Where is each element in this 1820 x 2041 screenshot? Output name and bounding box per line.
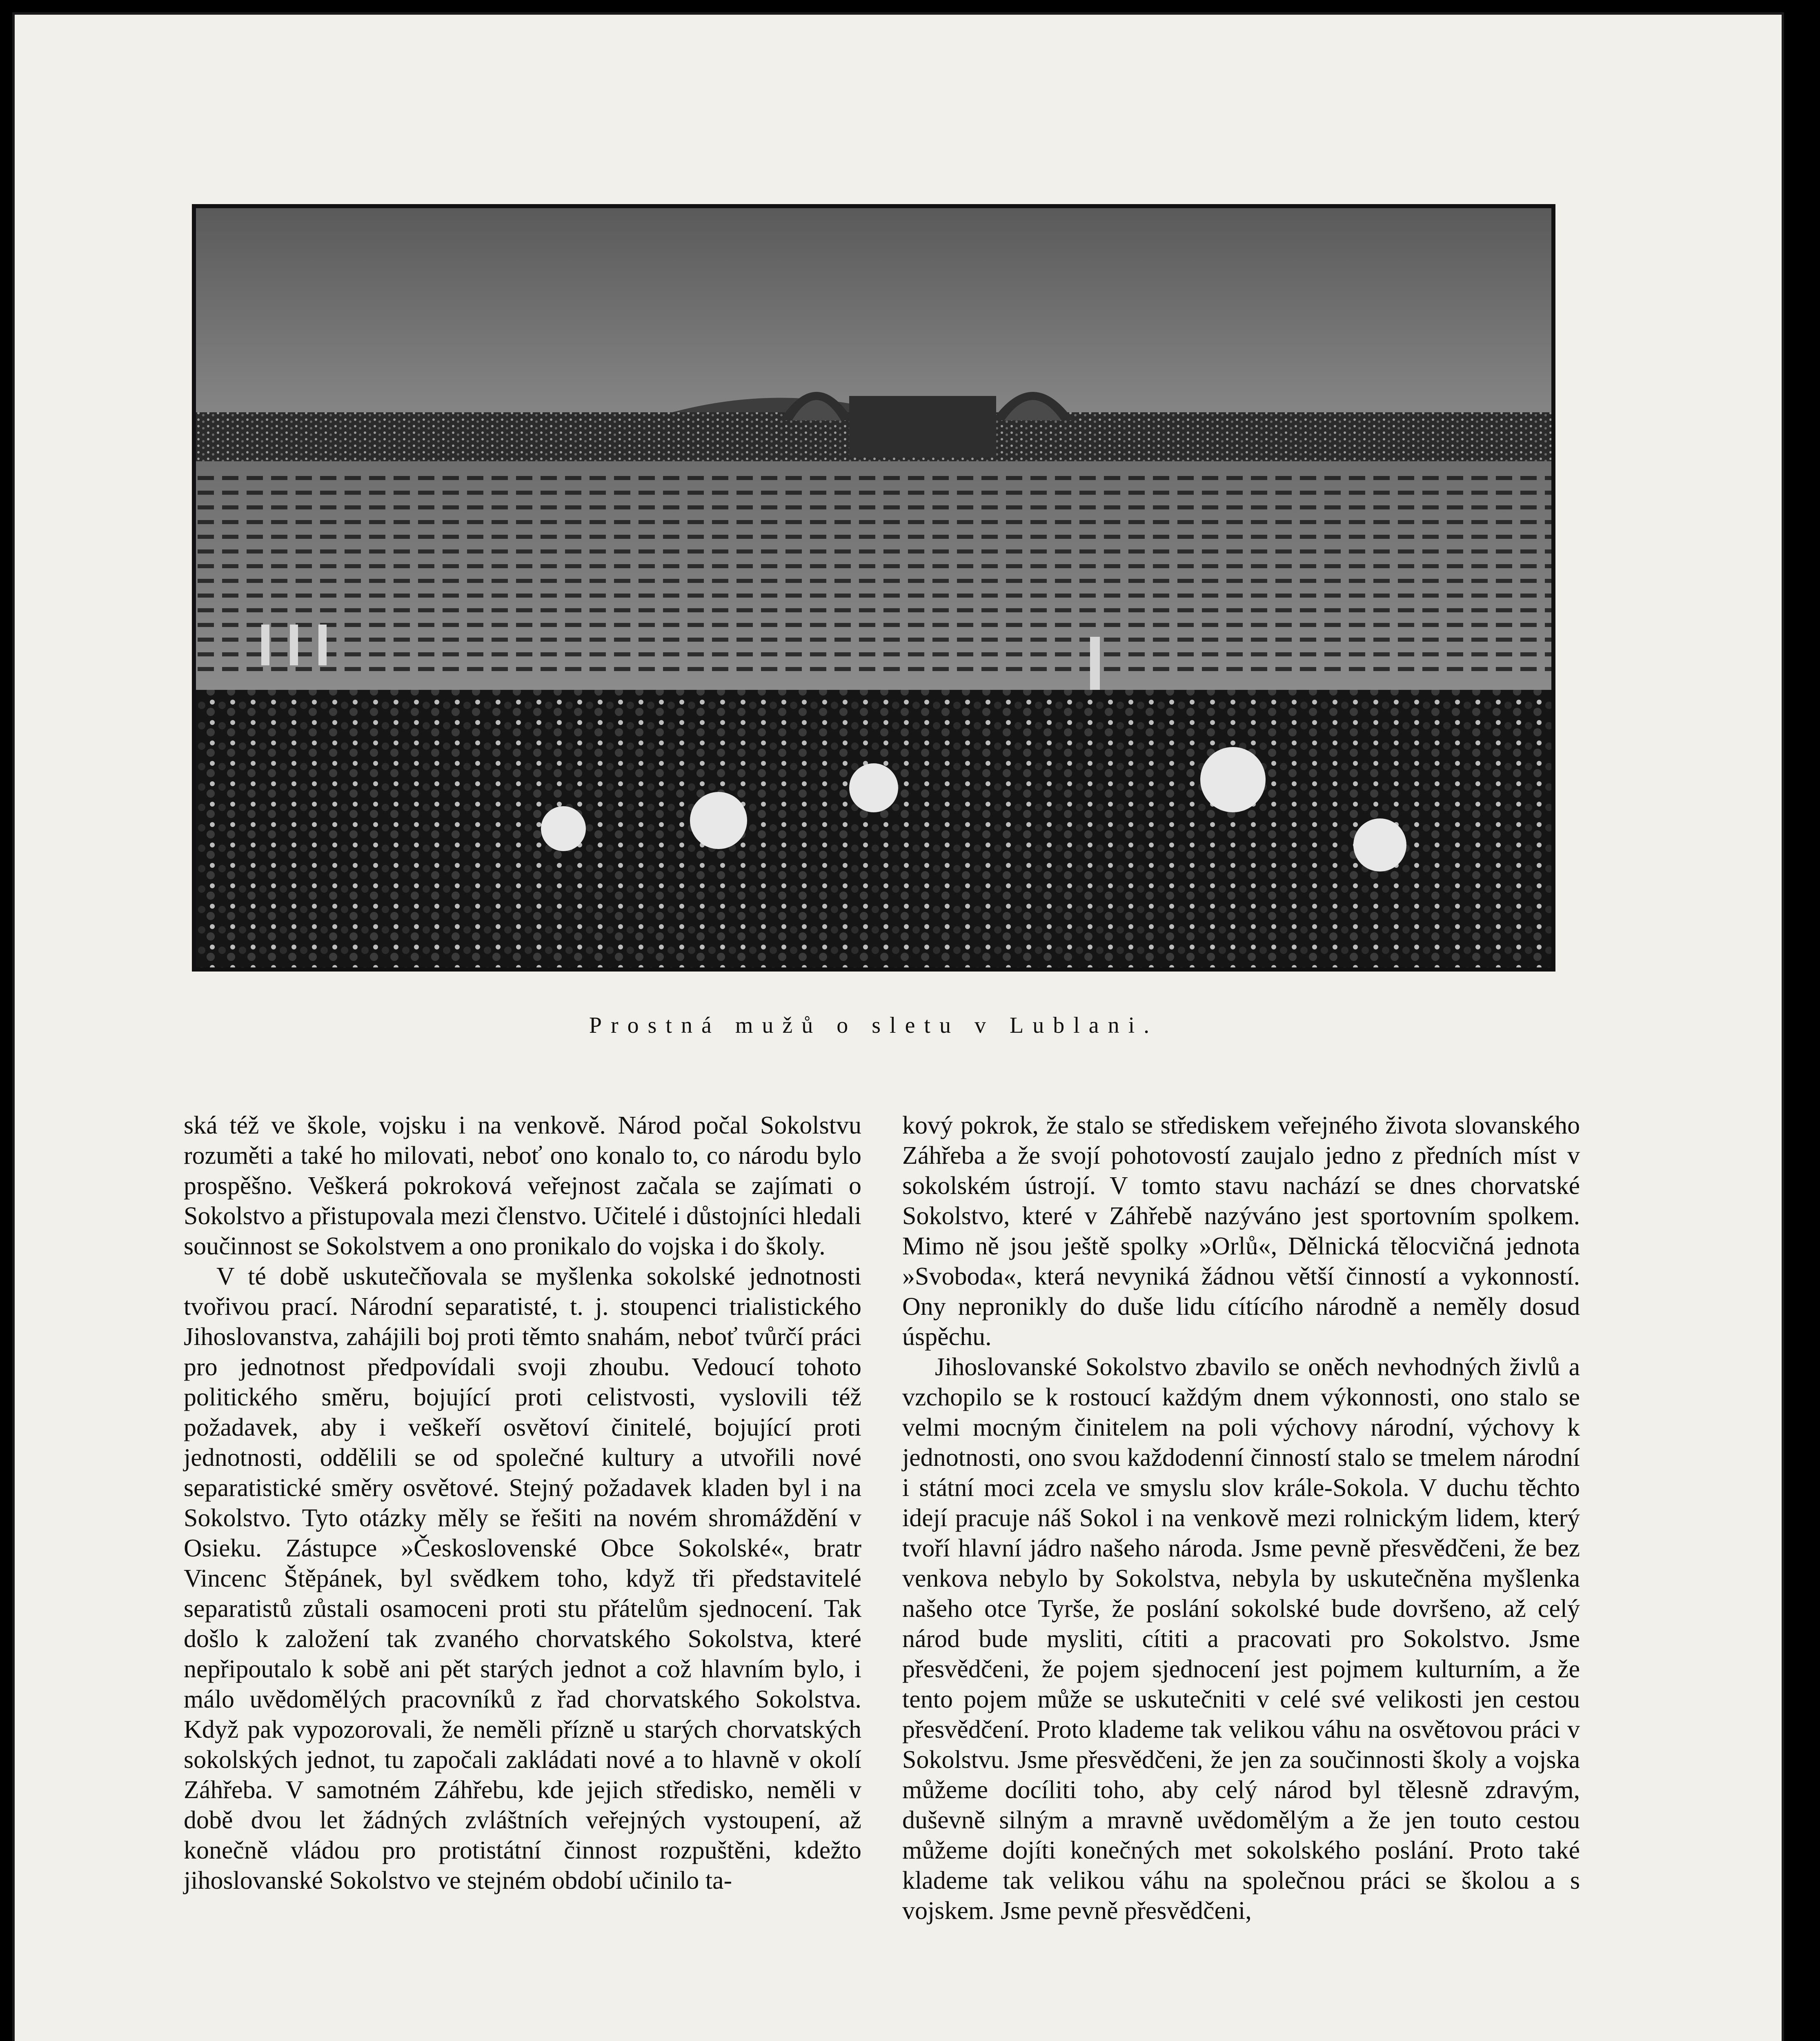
- stadium-photo: [192, 204, 1555, 972]
- right-column: [902, 1110, 1580, 1926]
- left-column: [184, 1110, 861, 1896]
- paragraph: V té době uskutečňovala se myšlenka sokolské jednotnosti tvořivou prací. Národní separatisté, t. j. stoupenci trialistického Jihoslovanstva, zahájili boj proti těmto snahám, neboť tvůrčí práci pro jednotnost předpovídali svoji zhoubu. Vedoucí tohoto politického směru, bojující proti celistvosti, vyslovili též požadavek, aby i veškeří osvětoví činitelé, bojující proti jednotnosti, oddělili se od společné kultury a utvořili nové separatistické směry osvětové. Stejný požadavek kladen byl i na Sokolstvo. Tyto otázky měly se řešiti na novém shromáždění v Osieku. Zástupce »Československé Obce Sokolské«, bratr Vincenc Štěpánek, byl svědkem toho, když tři představitelé separatistů zůstali osamoceni proti stu přátelům sjednocení. Tak došlo k založení tak zvaného chorvatského Sokolstva, které nepřipoutalo k sobě ani pět starých jednot a což hlavním bylo, i málo uvědomělých pracovníků z řad chorvatského Sokolstva. Když pak vypozorovali, že neměli přízně u starých chorvatských sokolských jednot, tu započali zakládati nové a to hlavně v okolí Záhřeba. V samotném Záhřebu, kde jejich středisko, neměli v době dvou let žádných zvláštních veřejných vystoupení, až konečně vládou pro protistátní činnost rozpuštěni, kdežto jihoslovanské Sokolstvo ve stejném období učinilo ta-: [184, 1263, 861, 1894]
- page: [12, 12, 1784, 2041]
- photo-caption: Prostná mužů o sletu v Lublani.: [589, 1013, 1159, 1038]
- photo-icon: [196, 208, 1551, 967]
- paragraph: ská též ve škole, vojsku i na venkově. Národ počal Sokolstvu rozuměti a také ho milovati, neboť ono konalo to, co národu bylo prospěšno. Veškerá pokroková veřejnost začala se zajímati o Sokolstvo a přistupovala mezi členstvo. Učitelé i důstojníci hledali součinnost se Sokolstvem a ono pronikalo do vojska i do školy.: [184, 1112, 861, 1260]
- paragraph: Jihoslovanské Sokolstvo zbavilo se oněch nevhodných živlů a vzchopilo se k rostoucí každým dnem výkonnosti, ono stalo se velmi mocným činitelem na poli výchovy národní, výchovy k jednotnosti, ono svou každodenní činností stalo se tmelem národní i státní moci zcela ve smyslu slov krále-Sokola. V duchu těchto idejí pracuje náš Sokol i na venkově mezi rolnickým lidem, který tvoří hlavní jádro našeho národa. Jsme pevně přesvědčeni, že bez venkova nebylo by Sokolstva, nebyla by uskutečněna myšlenka našeho otce Tyrše, že poslání sokolské bude dovršeno, až celý národ bude mysliti, cítiti a pracovati pro Sokolstvo. Jsme přesvědčeni, že pojem sjednocení jest pojmem kulturním, a že tento pojem může se uskutečniti v celé své velikosti jen cestou přesvědčení. Proto klademe tak velikou váhu na osvětovou práci v Sokolstvu. Jsme přesvědčeni, že jen za součinnosti školy a vojska můžeme docíliti toho, aby celý národ byl tělesně zdravým, duševně silným a mravně uvědomělým a že jen touto cestou můžeme dojíti konečných met sokolského poslání. Proto také klademe tak velikou váhu na společnou práci se školou a s vojskem. Jsme pevně přesvědčeni,: [902, 1353, 1580, 1925]
- paragraph: kový pokrok, že stalo se střediskem veřejného života slovanského Záhřeba a že svojí pohotovostí zaujalo jedno z předních míst v sokolském ústrojí. V tomto stavu nachází se dnes chorvatské Sokolstvo, které v Záhřebě nazýváno jest sportovním spolkem. Mimo ně jsou ještě spolky »Orlů«, Dělnická tělocvičná jednota »Svoboda«, která nevyniká žádnou větší činností a vykonností. Ony nepronikly do duše lidu cítícího národně a neměly dosud úspěchu.: [902, 1112, 1580, 1351]
